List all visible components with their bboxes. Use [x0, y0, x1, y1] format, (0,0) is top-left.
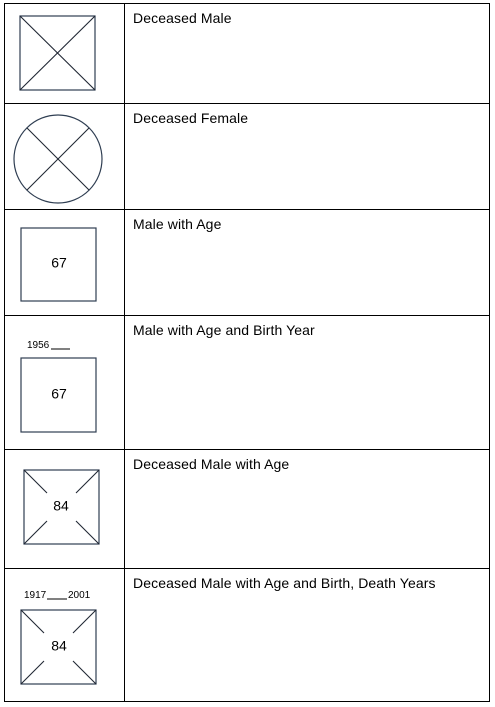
- deceased-slash: [21, 661, 44, 684]
- male-with-age-birth-year-symbol: [5, 316, 125, 449]
- row-description: Male with Age: [125, 210, 490, 316]
- deceased-slash: [76, 470, 99, 493]
- deceased-male-symbol: [5, 4, 125, 104]
- deceased-male-with-age-birth-death-symbol: [5, 569, 125, 702]
- legend-row-deceased-male-with-age-birth-death-years: [5, 568, 490, 701]
- symbol-cell: [5, 316, 125, 449]
- birth-year-label: 1956: [27, 340, 50, 352]
- birth-year-label: 1917: [24, 589, 47, 601]
- legend-row-male-with-age-birth-year: [5, 316, 490, 449]
- deceased-slash: [24, 521, 47, 544]
- row-description: Deceased Male: [125, 4, 490, 104]
- male-with-age-symbol: [5, 210, 125, 316]
- pedigree-symbol-legend: [4, 3, 490, 702]
- deceased-slash: [24, 470, 47, 493]
- age-label: 67: [51, 254, 67, 271]
- age-label: 67: [51, 386, 67, 403]
- legend-row-deceased-male-with-age: [5, 449, 490, 568]
- row-description: Deceased Male with Age: [125, 449, 490, 568]
- symbol-cell: [5, 449, 125, 568]
- deceased-slash: [73, 661, 96, 684]
- symbol-cell: [5, 568, 125, 701]
- symbol-cell: [5, 210, 125, 316]
- row-description: Deceased Female: [125, 104, 490, 210]
- deceased-male-with-age-symbol: [5, 450, 125, 569]
- deceased-slash: [76, 521, 99, 544]
- death-year-label: 2001: [68, 589, 91, 601]
- symbol-cell: [5, 104, 125, 210]
- deceased-female-symbol: [5, 104, 125, 210]
- deceased-slash: [73, 610, 96, 633]
- row-description: Male with Age and Birth Year: [125, 316, 490, 449]
- legend-row-deceased-female: [5, 104, 490, 210]
- age-label: 84: [53, 497, 69, 514]
- legend-row-deceased-male: [5, 4, 490, 104]
- row-description: Deceased Male with Age and Birth, Death Years: [125, 568, 490, 701]
- symbol-cell: [5, 4, 125, 104]
- legend-row-male-with-age: [5, 210, 490, 316]
- age-label: 84: [51, 637, 67, 654]
- deceased-slash: [21, 610, 44, 633]
